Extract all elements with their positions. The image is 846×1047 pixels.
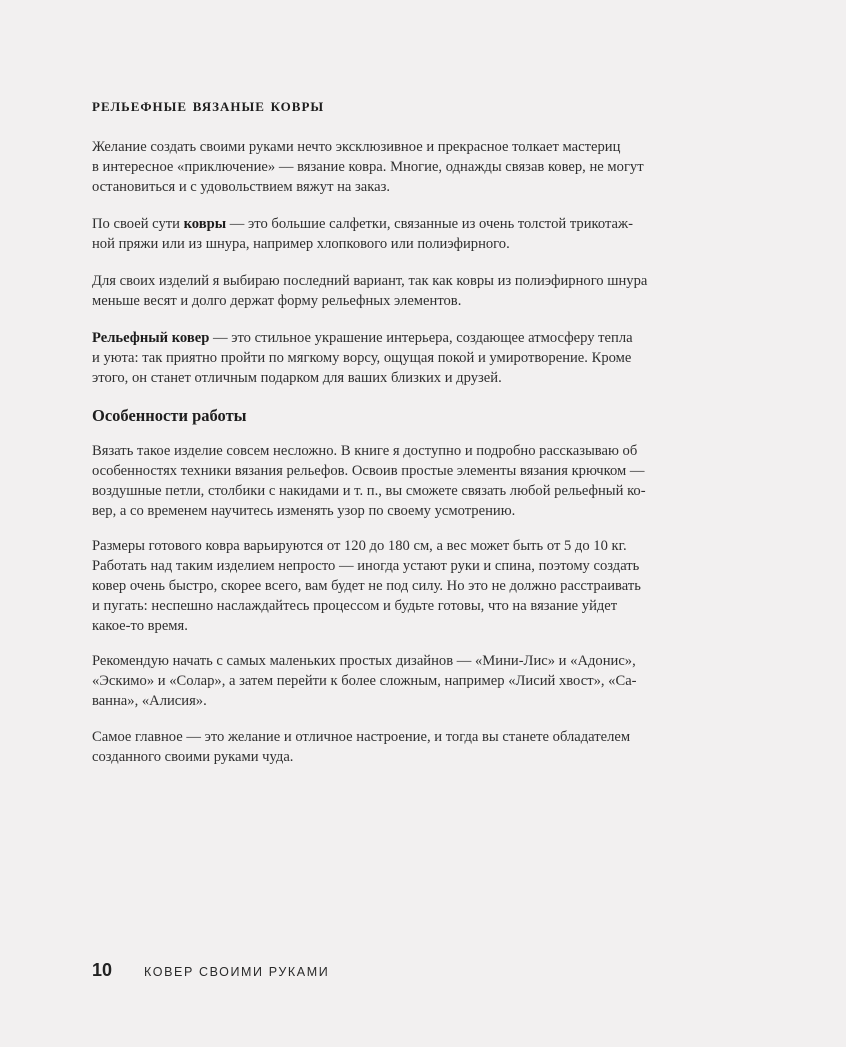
text-line: этого, он станет отличным подарком для ваших близких и друзей. [92,370,502,386]
text-line: воздушные петли, столбики с накидами и т. п., вы сможете связать любой рельефный ко- [92,483,646,499]
text-line: Работать над таким изделием непросто — иногда устают руки и спина, поэтому создать [92,558,640,574]
paragraph-relief-rug [92,328,652,388]
text-line: ной пряжи или из шнура, например хлопкового или полиэфирного. [92,236,510,252]
text-line: Самое главное — это желание и отличное настроение, и тогда вы станете обладателем [92,729,631,745]
text-line: в интересное «приключение» — вязание ковра. Многие, однажды связав ковер, не могут [92,159,644,175]
text-fragment: — это большие салфетки, связанные из очень толстой трикотаж- [226,216,633,232]
text-line: Желание создать своими руками нечто эксклюзивное и прекрасное толкает мастериц [92,139,621,155]
page-footer [92,960,329,981]
text-line: вер, а со временем научитесь изменять узор по своему усмотрению. [92,503,516,519]
text-line [92,214,652,234]
text-line: Рекомендую начать с самых маленьких простых дизайнов — «Мини-Лис» и «Адонис», [92,653,636,669]
text-fragment: По своей сути [92,216,184,232]
text-line: особенностях техники вязания рельефов. Освоив простые элементы вязания крючком — [92,463,645,479]
text-line: созданного своими руками чуда. [92,749,294,765]
text-line [92,328,652,348]
paragraph-rugs-definition [92,214,652,254]
paragraph-sizes [92,536,652,636]
text-fragment: — это стильное украшение интерьера, создающее атмосферу тепла [209,330,633,346]
text-line: Размеры готового ковра варьируются от 120 до 180 см, а вес может быть от 5 до 10 кг. [92,538,627,554]
text-line: Вязать такое изделие совсем несложно. В книге я доступно и подробно рассказываю об [92,443,638,459]
paragraph-material [92,271,652,311]
paragraph-intro [92,137,652,197]
text-line: «Эскимо» и «Солар», а затем перейти к более сложным, например «Лисий хвост», «Са- [92,673,637,689]
text-line: и уюта: так приятно пройти по мягкому ворсу, ощущая покой и умиротворение. Кроме [92,350,632,366]
text-line: ковер очень быстро, скорее всего, вам будет не под силу. Но это не должно расстраивать [92,578,641,594]
page-number: 10 [92,960,113,980]
text-line: и пугать: неспешно наслаждайтесь процессом и будьте готовы, что на вязание уйдет [92,598,618,614]
text-line: остановиться и с удовольствием вяжут на заказ. [92,179,391,195]
text-line: ванна», «Алисия». [92,693,207,709]
section-heading: Особенности работы [92,406,247,425]
paragraph-technique [92,441,652,521]
paragraph-recommendations [92,651,652,711]
text-line: меньше весят и долго держат форму рельефных элементов. [92,293,462,309]
text-line: Для своих изделий я выбираю последний вариант, так как ковры из полиэфирного шнура [92,273,648,289]
bold-term-rugs: ковры [183,216,227,232]
running-title: КОВЕР СВОИМИ РУКАМИ [144,965,330,979]
text-line: какое-то время. [92,618,188,634]
bold-term-relief-rug: Рельефный ковер [92,330,210,346]
paragraph-conclusion [92,727,652,767]
page-title: рельефные вязаные ковры [92,96,325,116]
